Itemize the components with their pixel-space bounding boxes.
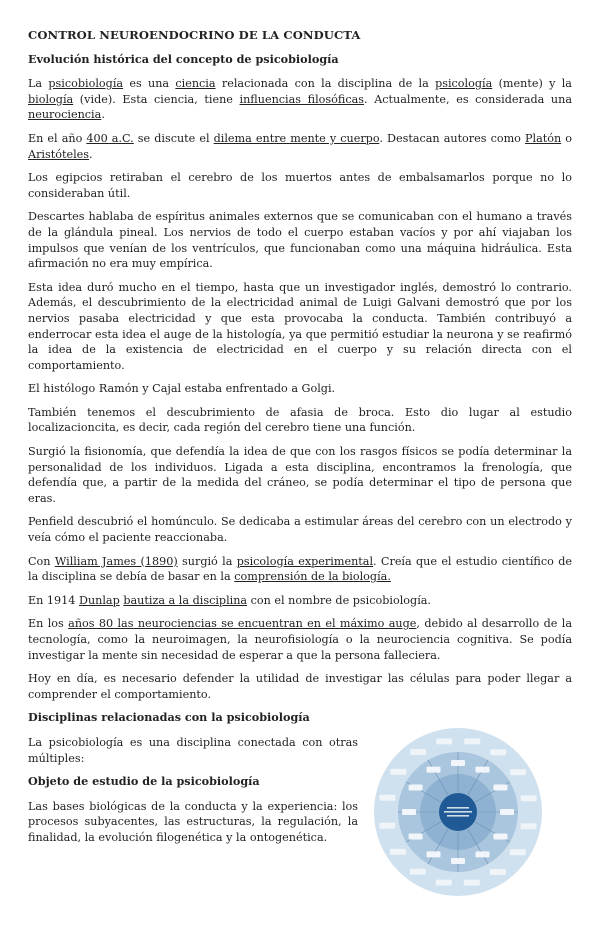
link-dunlap[interactable]: Dunlap (78, 593, 120, 607)
diagram-inner-node (409, 833, 423, 839)
link-neurociencia[interactable]: neurociencia (28, 108, 102, 122)
diagram-inner-node (493, 784, 507, 790)
link-comprension-biologia[interactable]: comprensión de la biología. (234, 570, 391, 584)
paragraph-3: Los egipcios retiraban el cerebro de los muertos antes de embalsamarlos porque no lo consideraban útil. (28, 171, 572, 200)
paragraph-9: Penfield descubrió el homúnculo. Se dedicaba a estimular áreas del cerebro con un electrodo y veía cómo el paciente reaccionaba. (28, 515, 572, 545)
diagram-outer-node (521, 795, 537, 801)
link-psicobiologia[interactable]: psicobiología (48, 77, 124, 91)
link-psicologia[interactable]: psicología (435, 77, 493, 91)
diagram-inner-node (427, 851, 441, 857)
diagram-inner-node (402, 809, 416, 815)
diagram-inner-node (409, 784, 423, 790)
link-platon[interactable]: Platón (524, 131, 562, 145)
link-influencias-filosoficas[interactable]: influencias filosóficas (239, 92, 365, 106)
diagram-outer-node (436, 738, 452, 744)
paragraph-4: Descartes hablaba de espíritus animales externos que se comunicaban con el humano a través de la glándula pineal. Los nervios de todo el cuerpo estaban vacíos y por ahí viajaban los impulsos que venían de los ventrículos, que funcionaban como una máquina hidráulica. Esta afirmación no era muy empírica. (28, 210, 572, 271)
diagram-center-text-line (444, 811, 472, 813)
diagram-inner-node (451, 858, 465, 864)
paragraph-objeto: Las bases biológicas de la conducta y la experiencia: los procesos subyacentes, las estructuras, la regulación, la finalidad, la evolución filogenética y la ontogenética. (28, 799, 358, 844)
section-heading-objeto: Objeto de estudio de la psicobiología (28, 774, 260, 789)
paragraph-10: Con William James (1890) surgió la psicología experimental. Creía que el estudio científico de la disciplina se debía de basar en la comprensión de la biología. (28, 554, 573, 584)
link-aristoteles[interactable]: Aristóteles (28, 147, 90, 161)
diagram-outer-node (464, 738, 480, 744)
link-dilema-mente-cuerpo[interactable]: dilema entre mente y cuerpo (213, 131, 380, 145)
lower-left-column (28, 735, 358, 854)
link-biologia[interactable]: biología (28, 92, 74, 106)
paragraph-1: La psicobiología es una ciencia relacionada con la disciplina de la psicología (mente) y la biología (vide). Esta ciencia, tiene influencias filosóficas. Actualmente, es considerada una neurociencia. (28, 77, 573, 122)
diagram-outer-node (390, 769, 406, 775)
diagram-outer-node (521, 823, 537, 829)
section-heading-evolucion: Evolución histórica del concepto de psicobiología (28, 51, 339, 66)
paragraph-11: En 1914 Dunlap bautiza a la disciplina con el nombre de psicobiología. (28, 593, 431, 607)
paragraph-2: En el año 400 a.C. se discute el dilema entre mente y cuerpo. Destacan autores como Platón o Aristóteles. (28, 131, 572, 161)
link-anos-80[interactable]: años 80 las neurociencias se encuentran en el máximo auge (68, 617, 417, 631)
diagram-outer-node (410, 869, 426, 875)
link-400-ac[interactable]: 400 a.C. (86, 131, 134, 145)
link-bautiza-disciplina[interactable]: bautiza a la disciplina (123, 593, 248, 607)
diagram-outer-node (510, 769, 526, 775)
link-ciencia[interactable]: ciencia (175, 77, 216, 91)
diagram-center-text-line (447, 807, 469, 809)
diagram-outer-node (390, 849, 406, 855)
diagram-inner-node (476, 851, 490, 857)
paragraph-7: También tenemos el descubrimiento de afasia de broca. Esto dio lugar al estudio localizacioncita, es decir, cada región del cerebro tiene una función. (28, 405, 572, 435)
disciplines-circle-diagram (373, 727, 543, 897)
diagram-outer-node (510, 849, 526, 855)
diagram-outer-node (490, 869, 506, 875)
lower-section (28, 735, 572, 935)
link-william-james[interactable]: William James (1890) (54, 554, 178, 568)
diagram-center-text-line (447, 815, 469, 817)
document-title: CONTROL NEUROENDOCRINO DE LA CONDUCTA (28, 28, 361, 42)
paragraph-12: En los años 80 las neurociencias se encuentran en el máximo auge, debido al desarrollo de la tecnología, como la neuroimagen, la neurofisiología o la neurociencia cognitiva. Se podía investigar la mente sin necesidad de esperar a que la persona falleciera. (28, 617, 572, 662)
section-heading-disciplinas: Disciplinas relacionadas con la psicobiología (28, 710, 310, 725)
diagram-inner-node (493, 833, 507, 839)
diagram-inner-node (476, 767, 490, 773)
paragraph-disciplinas: La psicobiología es una disciplina conectada con otras múltiples: (28, 735, 358, 765)
diagram-outer-node (379, 823, 395, 829)
paragraph-13: Hoy en día, es necesario defender la utilidad de investigar las células para poder llegar a comprender el comportamiento. (28, 672, 572, 701)
diagram-outer-node (410, 749, 426, 755)
paragraph-5: Esta idea duró mucho en el tiempo, hasta que un investigador inglés, demostró lo contrario. Además, el descubrimiento de la electricidad animal de Luigi Galvani demostró que por los nervios pasaba electricidad y que esta provocaba la conducta. También contribuyó a enderrocar esta idea el auge de la histología, ya que permitió estudiar la neurona y se reafirmó la idea de la existencia de electricidad en el cuerpo y su relación directa con el comportamiento. (28, 280, 572, 372)
diagram-inner-node (451, 760, 465, 766)
diagram-outer-node (464, 880, 480, 886)
diagram-outer-node (490, 749, 506, 755)
document-page (28, 22, 572, 935)
diagram-inner-node (500, 809, 514, 815)
diagram-inner-node (427, 767, 441, 773)
paragraph-6: El histólogo Ramón y Cajal estaba enfrentado a Golgi. (28, 382, 336, 396)
diagram-outer-node (436, 880, 452, 886)
paragraph-8: Surgió la fisionomía, que defendía la idea de que con los rasgos físicos se podía determinar la personalidad de los individuos. Ligada a esta disciplina, encontramos la frenología, que defendía que, a partir de la medida del cráneo, se podía determinar el tipo de persona que eras. (28, 445, 572, 505)
link-psicologia-experimental[interactable]: psicología experimental (236, 554, 374, 568)
diagram-outer-node (379, 795, 395, 801)
